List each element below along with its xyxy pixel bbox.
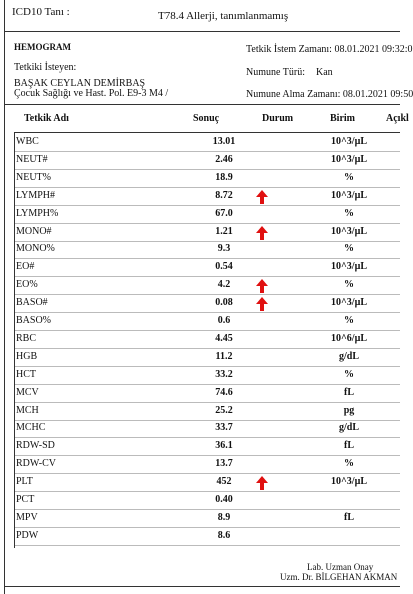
table-row bbox=[14, 528, 400, 546]
test-result: 25.2 bbox=[215, 404, 233, 416]
test-name: MCV bbox=[16, 386, 39, 398]
test-unit: fL bbox=[344, 386, 354, 398]
test-name: RBC bbox=[16, 332, 37, 344]
high-arrow-icon bbox=[252, 189, 272, 205]
test-name: LYMPH# bbox=[16, 189, 56, 201]
test-result: 33.7 bbox=[215, 422, 233, 434]
high-arrow-icon bbox=[252, 278, 272, 294]
test-result: 0.6 bbox=[217, 315, 231, 326]
table-row bbox=[14, 456, 400, 474]
test-unit: 10^3/µL bbox=[330, 136, 368, 147]
table-row bbox=[14, 474, 400, 492]
table-row bbox=[14, 385, 400, 403]
table-row bbox=[14, 403, 400, 421]
test-result: 9.3 bbox=[217, 243, 231, 255]
test-name: MCH bbox=[16, 404, 39, 416]
table-row bbox=[14, 349, 400, 367]
approver-name: Uzm. Dr. BİLGEHAN AKMAN bbox=[280, 572, 398, 582]
test-name: NEUT% bbox=[16, 171, 51, 183]
footer-divider bbox=[4, 586, 400, 587]
sample-type-label: Numune Türü: bbox=[246, 67, 305, 78]
test-unit: 10^3/µL bbox=[330, 225, 368, 237]
table-row bbox=[14, 224, 400, 242]
test-name: WBC bbox=[16, 136, 39, 147]
table-row bbox=[14, 206, 400, 224]
test-unit: % bbox=[344, 315, 354, 326]
high-arrow-icon bbox=[252, 475, 272, 491]
icd-label: ICD10 Tanı : bbox=[12, 6, 70, 18]
table-row bbox=[14, 367, 400, 385]
test-unit: % bbox=[344, 243, 354, 255]
test-result: 2.46 bbox=[215, 153, 233, 165]
test-unit: 10^3/µL bbox=[330, 476, 368, 488]
col-note: Açıkl bbox=[386, 113, 409, 124]
test-name: NEUT# bbox=[16, 153, 48, 165]
sample-time: Numune Alma Zamanı: 08.01.2021 09:50 bbox=[246, 89, 413, 100]
test-unit: fL bbox=[344, 440, 354, 452]
test-name: PLT bbox=[16, 476, 33, 488]
test-result: 4.2 bbox=[217, 279, 231, 291]
requester-label: Tetkiki İsteyen: bbox=[14, 62, 77, 73]
table-header-divider bbox=[14, 132, 400, 133]
test-unit: fL bbox=[344, 511, 354, 523]
test-name: BASO# bbox=[16, 297, 48, 309]
test-result: 74.6 bbox=[215, 386, 233, 398]
test-result: 33.2 bbox=[215, 368, 233, 380]
test-name: MONO# bbox=[16, 225, 52, 237]
test-result: 4.45 bbox=[215, 332, 233, 344]
sample-type-value: Kan bbox=[316, 67, 333, 78]
test-result: 0.40 bbox=[215, 494, 233, 505]
high-arrow-icon bbox=[252, 225, 272, 241]
test-result: 0.08 bbox=[215, 297, 233, 309]
test-name: EO% bbox=[16, 279, 38, 291]
test-result: 8.9 bbox=[217, 511, 231, 523]
test-result: 18.9 bbox=[215, 171, 233, 183]
table-row bbox=[14, 492, 400, 510]
table-row bbox=[14, 152, 400, 170]
test-name: RDW-CV bbox=[16, 458, 56, 470]
col-unit: Birim bbox=[330, 113, 355, 124]
test-name: MONO% bbox=[16, 243, 55, 255]
test-result: 8.72 bbox=[215, 189, 233, 201]
test-unit: % bbox=[344, 171, 354, 183]
col-result: Sonuç bbox=[193, 113, 220, 124]
test-unit: 10^3/µL bbox=[330, 261, 368, 273]
test-result: 36.1 bbox=[215, 440, 233, 452]
test-name: HCT bbox=[16, 368, 36, 380]
test-unit: 10^3/µL bbox=[330, 153, 368, 165]
test-name: MPV bbox=[16, 511, 38, 523]
table-row bbox=[14, 134, 400, 152]
test-unit: % bbox=[344, 279, 354, 291]
test-name: LYMPH% bbox=[16, 207, 59, 219]
test-unit: % bbox=[344, 207, 354, 219]
col-status: Durum bbox=[262, 113, 294, 124]
test-result: 67.0 bbox=[215, 207, 233, 219]
table-row bbox=[14, 420, 400, 438]
section-title: HEMOGRAM bbox=[14, 42, 71, 52]
test-name: PCT bbox=[16, 494, 35, 505]
test-result: 11.2 bbox=[215, 350, 233, 362]
row-divider bbox=[14, 545, 400, 546]
test-result: 13.7 bbox=[215, 458, 233, 470]
doctor-name: BAŞAK CEYLAN DEMİRBAŞ bbox=[14, 78, 146, 89]
test-name: BASO% bbox=[16, 315, 52, 326]
test-unit: % bbox=[344, 458, 354, 470]
test-name: RDW-SD bbox=[16, 440, 55, 452]
table-row bbox=[14, 295, 400, 313]
test-name: HGB bbox=[16, 350, 38, 362]
test-unit: g/dL bbox=[338, 350, 359, 362]
table-row bbox=[14, 277, 400, 295]
table-row bbox=[14, 438, 400, 456]
table-row bbox=[14, 188, 400, 206]
test-result: 8.6 bbox=[217, 529, 231, 541]
test-name: MCHC bbox=[16, 422, 46, 434]
test-result: 13.01 bbox=[212, 136, 236, 147]
test-result: 0.54 bbox=[215, 261, 233, 273]
test-unit: 10^3/µL bbox=[330, 189, 368, 201]
approval-label: Lab. Uzman Onay bbox=[307, 562, 374, 572]
high-arrow-icon bbox=[252, 296, 272, 312]
col-test-name: Tetkik Adı bbox=[24, 113, 69, 124]
table-row bbox=[14, 241, 400, 259]
test-unit: 10^6/µL bbox=[330, 332, 368, 344]
test-unit: g/dL bbox=[338, 422, 359, 434]
header-bottom-divider bbox=[4, 104, 400, 105]
table-row bbox=[14, 259, 400, 277]
test-unit: % bbox=[344, 368, 354, 380]
test-name: EO# bbox=[16, 261, 35, 273]
request-time: Tetkik İstem Zamanı: 08.01.2021 09:32:0 bbox=[246, 44, 413, 55]
test-name: PDW bbox=[16, 529, 39, 541]
table-row bbox=[14, 331, 400, 349]
table-row bbox=[14, 510, 400, 528]
department: Çocuk Sağlığı ve Hast. Pol. E9-3 M4 / bbox=[14, 88, 169, 99]
table-row bbox=[14, 313, 400, 331]
test-unit: pg bbox=[343, 404, 355, 416]
test-result: 452 bbox=[216, 476, 232, 488]
table-row bbox=[14, 170, 400, 188]
left-border bbox=[4, 0, 5, 594]
test-result: 1.21 bbox=[215, 225, 233, 237]
icd-value: T78.4 Allerji, tanımlanmamış bbox=[158, 10, 289, 22]
test-unit: 10^3/µL bbox=[330, 297, 368, 309]
header-divider bbox=[4, 31, 400, 32]
table-left-border bbox=[14, 132, 15, 548]
